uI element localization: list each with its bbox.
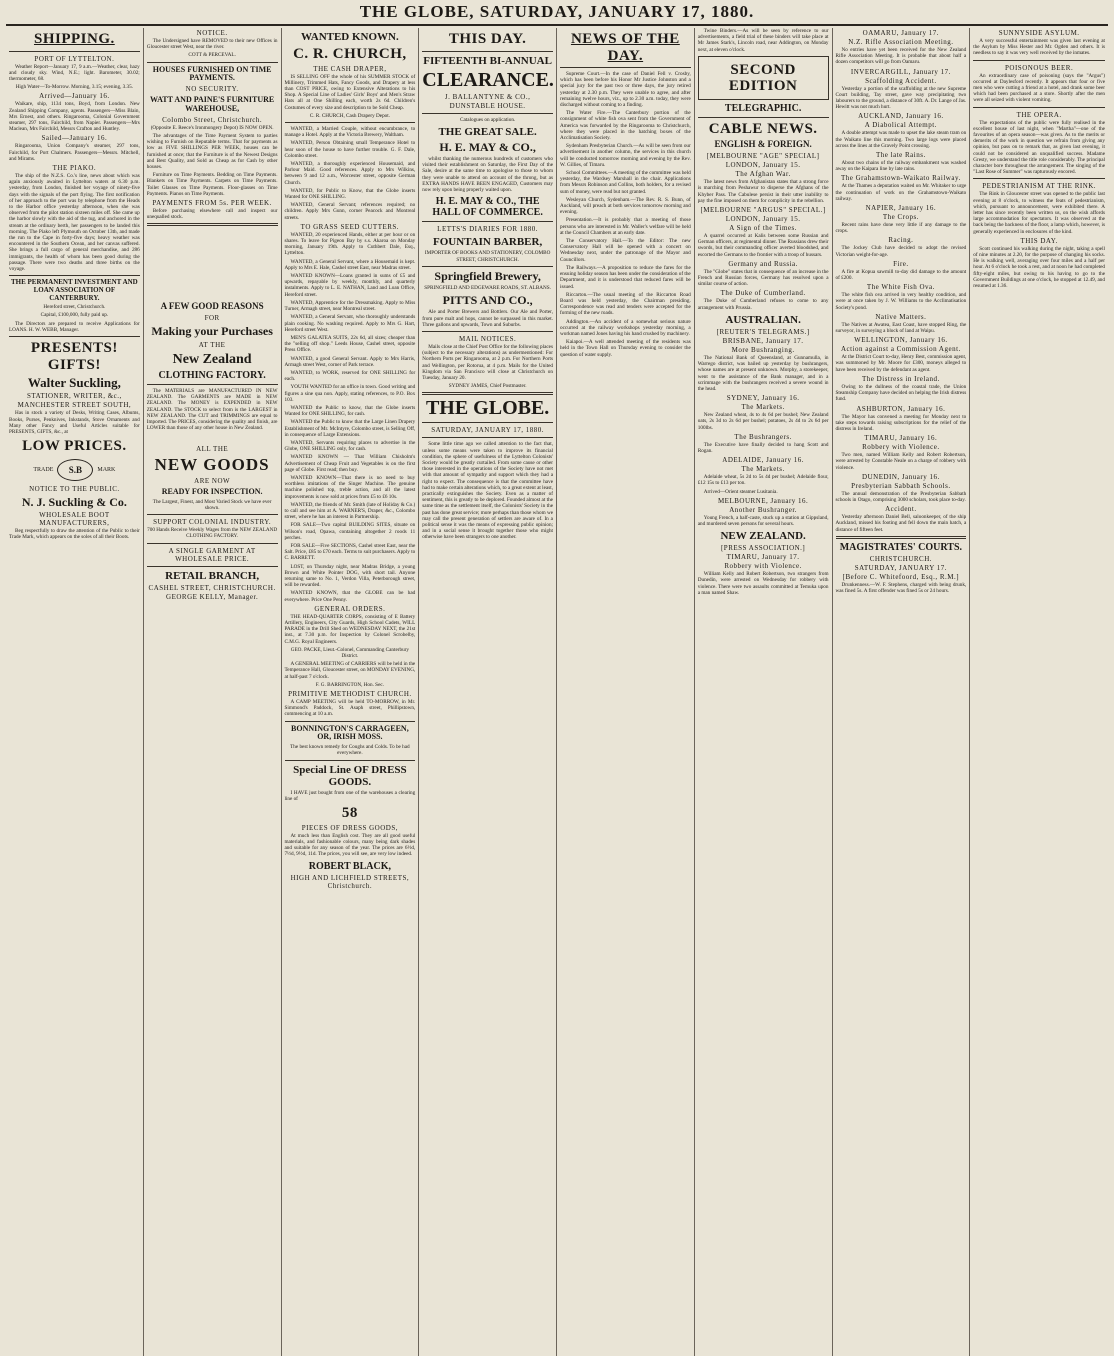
scaffold-heading: Scaffolding Accident.: [865, 76, 937, 85]
retail-manager: GEORGE KELLY, Manager.: [166, 592, 259, 601]
adelaide-text: Adelaide wheat, 5s 2d to 5s 4d per bushel; Adelaide flour, £12 15s to £13 per ton.: [697, 474, 829, 487]
native-text: The Natives at Awatea, East Coast, have stopped Ring, the surveyor, in surveying a block of land at Waipu.: [835, 321, 967, 335]
presents-heading: PRESENTS! GIFTS!: [30, 340, 118, 373]
rink-heading: PEDESTRIANISM AT THE RINK.: [982, 182, 1097, 191]
wanted-ad: WANTED, for Public to Know, that the Globe inserts Wanted for ONE SHILLING.: [284, 187, 416, 201]
sign-heading: A Sign of the Times.: [729, 224, 797, 233]
bank-address: Hereford street, Christchurch.: [43, 304, 106, 311]
reasons-line-2: Making your Purchases: [151, 324, 273, 339]
mag-bench: [Before C. Whitefoord, Esq., R.M.]: [842, 572, 960, 581]
general-orders-text: THE HEAD-QUARTER CORPS, consisting of E Battery Artillery, Engineers, City Guards, High School Cadets, WILL PARADE in the Drill Shed on WEDNESDAY NEXT, the 21st inst., at 7.30 p.m. for Inspection by Colonel Scrobelby, C.M.G. Royal Engineers.: [284, 613, 416, 645]
weather-report: Weather Report—January 17, 9 a.m.—Weather, clear, hazy and cloudy sky. Wind, N.E.; light. Barometer, 30.02; thermometer, 68.: [9, 63, 140, 82]
suckling-text: Has in stock a variety of Desks, Writing Cases, Albums, Books, Purses, Penknives, Inkstands, Stove Ornaments and Many other Fancy and Useful Articles suitable for PRESENTS, GIFTS, &c., at: [9, 410, 140, 435]
distress-heading: The Distress in Ireland.: [862, 374, 940, 383]
action-text: At the District Court to-day, Henry Best, commission agent, was summoned by Mr. Moore for £300, moneys alleged to have been received by the defendant as agent.: [835, 354, 967, 373]
hands-text: 700 Hands Receive Weekly Wages from the NEW ZEALAND CLOTHING FACTORY.: [147, 527, 278, 540]
second-edition-heading: SECOND EDITION: [728, 61, 798, 95]
letts-diaries: LETTS'S DIARIES FOR 1880.: [437, 225, 539, 234]
dateline: ADELAIDE, January 16.: [722, 456, 804, 465]
general-orders-heading: GENERAL ORDERS.: [314, 604, 386, 613]
wanted-ad: WANTED, a General Servant, who thoroughly understands plain cooking. No washing required. Apply to Mrs G. Hart, Hereford street West.: [284, 314, 416, 333]
violence-text: Two men, named William Kelly and Robert Robertson, were arrested by Constable Neale on a charge of robbery with violence.: [835, 452, 967, 471]
action-heading: Action against a Commission Agent.: [840, 345, 961, 354]
divider: [285, 760, 416, 761]
sign-text: A quarrel occurred at Kalis between some Russian and German officers, at regimental dinner. The Russians drew their swords, but their commanding officer averted bloodshed, and escorted the Germans to the frontier with a troop of hussars.: [697, 233, 829, 258]
masthead-title: THE GLOBE, SATURDAY, JANUARY 17, 1880.: [359, 2, 755, 21]
bonnington-heading: BONNINGTON'S CARRAGEEN, OR, IRISH MOSS.: [291, 723, 409, 742]
news-item: Supreme Court.—In the case of Daniel Fell v. Crosby, which has been before his Honor Mr Justice Johnston and a special jury for the past two or three days, the jury retired yesterday at 2.30 p.m. They were unable to agree, and after remaining twelve hours, viz., up to 2.30 a.m. today, they were discharged without coming to a finding.: [560, 71, 691, 109]
clearance-heading: CLEARANCE.: [422, 68, 554, 91]
divider: [285, 122, 416, 123]
pitts-text: Ale and Porter Brewers and Bottlers. Our Ale and Porter, from pure malt and hops, cannot be surpassed in this market. Three gallons and upwards, Town and Suburbs.: [422, 309, 553, 328]
divider: [147, 514, 278, 515]
wanted-ad: WANTED, to WORK, reserved for ONE SHILLING for each.: [284, 369, 416, 383]
dunstable-house: DUNSTABLE HOUSE.: [449, 101, 526, 110]
suckling-address: MANCHESTER STREET SOUTH,: [17, 401, 132, 410]
divider: [698, 117, 829, 118]
bushrangers-text: The Executive have finally decided to hang Scott and Rogan.: [697, 441, 829, 454]
crops-text: Recent rains have done very little if any damage to the crops.: [835, 222, 967, 235]
special-more: At much less than English cost. They are all good useful materials, and fashionable colours, many being dark shades and suitable for any season of the year. The prices are 6½d, 7½d, 9½d, 11d. The prices, you will see, are very low indeed.: [284, 832, 416, 858]
suckling-sub: STATIONER, WRITER, &c.,: [26, 392, 122, 401]
wanted-ad: WANTED, a good General Servant. Apply to Mrs Harris, Armagh street West, corner of Park terrace.: [284, 355, 416, 368]
wanted-ad: WANTED KNOWN—Loans granted in sums of £5 and upwards, repayable by weekly, monthly, and quarterly instalments. Apply to L. E. NATHAN, Land and Loan Office, Hereford street.: [284, 273, 416, 298]
reuter-tag: [MELBOURNE "ARGUS" SPECIAL.]: [700, 206, 826, 215]
are-now: ARE NOW: [194, 477, 231, 486]
pitts-heading: PITTS AND CO.,: [442, 293, 533, 308]
news-item: Wesleyan Church, Sydenham.—The Rev. R. S. Bunn, of Auckland, will preach at both services tomorrow morning and evening.: [560, 196, 691, 216]
scaffold-text: Yesterday a portion of the scaffolding at the new Supreme Court building, Tay street, gave way precipitating two labourers to the ground, a distance of 30ft. A. Dr. Lange of Jas. Hewitt was not much hurt.: [835, 85, 967, 111]
grahamstown-text: At the Thames a deputation waited on Mr. Whitaker to urge the continuation of work on the Grahamstown-Waikato railway.: [835, 183, 967, 202]
dateline: LONDON, January 15.: [725, 215, 801, 224]
rains-text: About two chains of the railway embankment was washed away on the Kaipara line by late rains.: [835, 160, 967, 173]
arrived-text: Arrived—Orient steamer Lusitania.: [703, 488, 778, 495]
rifle-heading: N.Z. Rifle Association Meeting.: [848, 38, 954, 46]
piako-text: The ship of the N.Z.S. Co.'s line, news about which was again anxiously awaited in Lyttelton waters at 6.30 p.m. yesterday, from London, finished her voyage of ninety-five days with the signals of the port flying. The first notification of her approach to the port was by telephone from the Heads to the Harbor office yesterday afternoon, when she was observed from the pilot station sixteen miles off. She came up the harbor slowly with the aid of the tug, and anchored in the stream at the ordinary berth, her passengers to be landed this morning. The Piako left Plymouth on October 13th, and made the run to the Cape in forty-five days; heavy weather was encountered in the Southern Ocean, and her canvas suffered. She brings a full cargo of general merchandise, and 286 immigrants, the health of whom has been good during the passage. There were two deaths and three births on the voyage.: [9, 172, 140, 272]
english-foreign: ENGLISH & FOREIGN.: [714, 139, 812, 150]
divider: [285, 721, 416, 722]
column-7: [833, 28, 971, 1356]
wanted-ad: WANTED, General Servant; references required; no children. Apply Mrs Gunn, corner Peacock and Montreal streets.: [284, 202, 416, 221]
dateline: BRISBANE, January 17.: [722, 336, 804, 345]
payments-line: PAYMENTS FROM 5s. PER WEEK.: [152, 199, 272, 208]
suckling-heading: Walter Suckling,: [27, 375, 121, 391]
divider: [422, 437, 553, 438]
watt-text: The advantages of the Time Payment System to parties wishing to Furnish on Reputable terms. That for payments as low as FIVE SHILLINGS PER WEEK, houses can be furnished at once; that the Furniture is of the Newest Designs and Best Quality, and Sold as Cheap as for Cash by other houses.: [146, 133, 278, 171]
robbery-heading: Robbery with Violence.: [724, 562, 802, 571]
grahamstown-heading: The Grahamstown-Waikato Railway.: [840, 174, 961, 183]
duke-text: The Duke of Cumberland refuses to come to any arrangement with Prussia.: [697, 298, 829, 311]
presbyterian-text: The annual demonstration of the Presbyterian Sabbath schools in Otago, comprising 3000 scholars, took place to-day.: [835, 490, 967, 503]
wanted-ad: WANTED the Public to know, that the Globe inserts Wanted for ONE SHILLING, for cash.: [284, 404, 416, 418]
racing-text: The Jockey Club have decided to adopt the revised Victorian weight-for-age.: [835, 245, 967, 258]
nj-sub: WHOLESALE BOOT MANUFACTURERS,: [39, 510, 110, 527]
robert-black-heading: ROBERT BLACK,: [308, 860, 391, 872]
trade-mark: [9, 459, 140, 481]
afghan-text: The latest news from Afghanistan states that a strong force is marching from Peshawur to disperse the Afghans of the Khyber Pass. The Cabulese persist in their utter inability to pay the fine imposed on them for complicity in the rebellion.: [697, 179, 829, 204]
wanted-ad: WANTED KNOWN, that the GLOBE can be had everywhere. Price One Penny.: [284, 590, 416, 603]
afghan-heading: The Afghan War.: [735, 170, 791, 179]
violence-heading: Robbery with Violence.: [862, 443, 940, 452]
high-water: High Water—To-Morrow. Morning, 3.15; evening, 3.35.: [15, 84, 134, 91]
retail-address: CASHEL STREET, CHRISTCHURCH.: [148, 583, 276, 592]
wanted-ad: WANTED, a General Servant, where a Housemaid is kept. Apply to Mrs E. Hale, Cashel street East, near Madras street.: [284, 258, 416, 271]
mail-signature: SYDNEY JAMES, Chief Postmaster.: [448, 383, 527, 390]
ready-heading: READY FOR INSPECTION.: [161, 487, 263, 497]
another-heading: Another Bushranger.: [729, 505, 798, 514]
bank-heading: THE PERMANENT INVESTMENT AND LOAN ASSOCIATION OF CANTERBURY.: [11, 278, 138, 302]
mail-text: Mails close at the Chief Post Office for the following places (subject to the necessary alterations) as undermentioned: For Northern Ports per Ringarooma, at 2 p.m. For Northern Ports and Wellington, per Rotorua, at 4 p.m. Mails for the United Kingdom via San Francisco will close at Christchurch on Tuesday, January 20.: [422, 343, 553, 381]
globe-date: SATURDAY, JANUARY 17, 1880.: [431, 426, 545, 435]
column-2: [144, 28, 282, 1356]
wanted-ad: WANTED KNOWN—That there is no need to buy worthless imitations of the Singer Machine. The genuine machine polished top, treble action, and all the latest improvements is now sold at prices from £5 to £6 10s.: [284, 474, 416, 500]
magistrates-heading: MAGISTRATES' COURTS.: [839, 541, 962, 553]
column-4: [419, 28, 557, 1356]
new-goods: NEW GOODS: [154, 455, 270, 475]
church-text: IS SELLING OFF the whole of his SUMMER STOCK of Millinery, Trimmed Hats, Fancy Goods, and Drapery at less than COST PRICE, owing to Extensive Alterations to his Shop. A Special Line of Ladies' Girls' Boys' and Men's Straw Hats all at One Shilling each, worth 2s 6d. Children's Costumes of every size and description to be Sold Cheap.: [284, 73, 416, 111]
notice-public: NOTICE TO THE PUBLIC.: [29, 484, 120, 493]
dateline: ASHBURTON, January 16.: [856, 404, 946, 413]
duke-heading: The Duke of Cumberland.: [720, 289, 806, 298]
single-garment: A SINGLE GARMENT AT WHOLESALE PRICE.: [168, 546, 256, 563]
asylum-heading: SUNNYSIDE ASYLUM.: [998, 29, 1080, 37]
opera-heading: THE OPERA.: [1016, 110, 1062, 119]
dateline: MELBOURNE, January 16.: [717, 496, 809, 505]
editorial-text: Some little time ago we called attention to the fact that, unless some means were taken to improve its financial condition, the sphere of usefulness of the Lyttelton Colonists' Society would be greatly curtailed. From some cause or other those interested in the operations of the Society have not met with that amount of sympathy and support which they had a right to expect. The consequence is that the committee have had to make certain alterations which, to a great extent at least, practically extinguishes the Society. Even as a matter of sentiment, this is greatly to be deplored. Founded almost at the same time as the settlement itself, the Colonists' Society in the past has done great service; more perhaps than those whom we may call the present generation of settlers are aware of. In a political sense it was the means of expressing public opinion; and in a social sense it brought together those who might otherwise have been strangers to one another.: [422, 441, 553, 541]
bushrangers-heading: The Bushrangers.: [734, 432, 792, 441]
mail-heading: MAIL NOTICES.: [459, 334, 517, 343]
dateline: NAPIER, January 16.: [865, 204, 937, 213]
primitive-heading: PRIMITIVE METHODIST CHURCH.: [288, 690, 412, 699]
bonnington-text: The best known remedy for Coughs and Colds. To be had everywhere.: [290, 744, 410, 757]
church-sub: THE CASH DRAPER,: [313, 64, 387, 73]
wanted-ad: WANTED, Servants requiring places to advertise in the Globe, ONE SHILLING only, for cash.: [284, 439, 416, 453]
divider: [147, 62, 278, 63]
divider: [422, 221, 553, 222]
reasons-at: AT THE: [198, 340, 226, 349]
reuter-tag: [MELBOURNE "AGE" SPECIAL]: [706, 152, 820, 161]
special-heading: Special Line OF DRESS GOODS.: [293, 763, 407, 788]
divider: [147, 384, 278, 385]
ashburton-text: The Mayor has convened a meeting for Monday next to take steps towards raising subscriptions for the relief of the distress in Ireland.: [835, 413, 967, 432]
low-prices: LOW PRICES.: [22, 438, 127, 455]
wanted-ad: WANTED, the friends of Mr. Smith (late of Holiday & Co.) to call and see him at A. WARNER'S, Draper, &c., Colombo street, where he has an interest in Partnership.: [284, 501, 416, 521]
another-text: Young French, a half-caste, stuck up a station at Gippsland, and murdered seven persons for several hours.: [697, 514, 829, 527]
grass-text: WANTED, 20 experienced Hands, either at per hour or on shares. To leave for Pigeon Bay by s.s. Akaroa on Monday morning, January 19th. Apply to Cuthbert Dale, Esq., Lyttelton.: [284, 231, 416, 257]
native-heading: Native Matters.: [875, 312, 927, 321]
nj-text: Beg respectfully to draw the attention of the Public to their Trade Mark, which appears on the soles of all their Boots.: [9, 527, 140, 541]
accident-text: Yesterday afternoon Daniel Bell, saloonkeeper, of the ship Auckland, missed his footing and fell down the main hatch, a distance of fifteen feet.: [835, 514, 967, 533]
dateline: DUNEDIN, January 16.: [862, 472, 940, 481]
rains-heading: The late Rains.: [876, 151, 926, 160]
special-pieces: PIECES OF DRESS GOODS,: [301, 823, 398, 832]
crops-heading: The Crops.: [882, 213, 919, 222]
fifteenth-heading: FIFTEENTH BI-ANNUAL: [423, 54, 552, 67]
galatea-ad: MEN'S GALATEA SUITS, 22s 6d, all sizes; cheaper than the "selling off shop." Leeds House, Cashel street, opposite Press Office.: [284, 334, 416, 354]
diabolical-heading: A Diabolical Attempt.: [864, 121, 937, 130]
wanted-known-heading: WANTED KNOWN.: [300, 31, 399, 43]
mag-date: SATURDAY, JANUARY 17.: [854, 563, 948, 572]
catalogues-note: Catalogues on application.: [460, 116, 516, 123]
church-signature: C. R. CHURCH, Cash Drapery Depot.: [309, 112, 390, 119]
reasons-line-4: CLOTHING FACTORY.: [158, 369, 266, 381]
column-1: [6, 28, 144, 1356]
retail-heading: RETAIL BRANCH,: [165, 569, 260, 582]
germany-heading: Germany and Russia.: [728, 259, 798, 268]
bank-text: The Directors are prepared to receive Applications for LOANS. H. W. WEBB, Manager.: [9, 320, 140, 333]
germany-text: The "Globe" states that in consequence of an increase in the French and Russian forces, Germany has resolved upon a similar course of action.: [697, 268, 829, 288]
asylum-text: A very successful entertainment was given last evening at the Asylum by Miss Hester and Mr. Ogden and others. It is needless to say it was very well received by the inmates.: [973, 38, 1105, 57]
divider: [973, 178, 1105, 179]
arrived-text: Waikare, ship, 1134 tons, Boyd, from London. New Zealand Shipping Company, agents. Passengers—Miss Blain, Mrs Ernest, and others. Ringarooma, Colonial Government steamer, 297 tons, Fairchild, from Napier. Passengers—Mrs Maclean, Mrs Fairchild, Messrs Crafton and Huntley.: [9, 101, 140, 133]
globe-heading: THE GLOBE.: [425, 397, 550, 420]
arrived-heading: Arrived—January 16.: [39, 92, 110, 101]
piako-heading: THE PIAKO.: [52, 163, 97, 172]
cable-news-heading: CABLE NEWS.: [708, 120, 818, 137]
columns: [6, 28, 1108, 1356]
news-heading: NEWS OF THE DAY.: [570, 31, 680, 64]
news-item: Kaiapoi.—A well attended meeting of the residents was held in the Town Hall on Thursday evening to consider the question of water supply.: [560, 339, 691, 358]
column-5: [557, 28, 695, 1356]
divider: [973, 107, 1105, 108]
mark-label: MARK: [97, 466, 116, 473]
carriers-notice: A GENERAL MEETING of CARRIERS will be held in the Temperance Hall, Gloucester street, on MONDAY EVENING, at half-past 7 o'clock.: [284, 661, 416, 680]
column-3: [282, 28, 420, 1356]
divider: [9, 275, 140, 276]
divider: [9, 51, 140, 52]
camp-meeting: A CAMP MEETING will be held TO-MORROW, in Mr. Simmond's Paddock, St. Asaph street, Phillipstown, commencing at 10 a.m.: [284, 699, 416, 718]
ready-text: The Largest, Finest, and Most Varied Stock we have ever shown.: [152, 498, 272, 512]
bushranging-text: The National Bank of Queensland, at Gunnamulla, in Warrego district, was bailed up yesterday by bushrangers, whose names are at present unknown. Morphy, a storekeeper, went to the assistance of the Bank manager, and in a scrimmage with the bushrangers received a severe wound in the head.: [697, 354, 829, 392]
divider: [836, 536, 967, 539]
special-text: I HAVE just bought from one of the warehouses a clearing line of: [284, 789, 416, 803]
column-6: [695, 28, 833, 1356]
nj-heading: N. J. Suckling & Co.: [21, 494, 127, 509]
divider: [560, 67, 691, 68]
divider: [147, 543, 278, 544]
dateline: TIMARU, January 16.: [864, 434, 938, 443]
houses-heading: HOUSES FURNISHED ON TIME PAYMENTS.: [152, 64, 272, 83]
bushranging-heading: More Bushranging.: [731, 345, 795, 354]
reasons-for: FOR: [204, 314, 220, 323]
markets-heading: The Markets.: [741, 403, 785, 412]
white-fish-heading: The White Fish Ova.: [866, 283, 935, 292]
may-heading: H. E. MAY & CO.,: [439, 139, 536, 154]
no-security: NO SECURITY.: [185, 85, 239, 94]
mag-text: Drunkenness.—W. F. Stephens, charged with being drunk, was fined 5s. A first offender was fined 5s or 24 hours.: [835, 581, 967, 594]
divider: [147, 223, 278, 226]
column-8: [970, 28, 1108, 1356]
racing-heading: Racing.: [888, 236, 914, 245]
reasons-line-3: New Zealand: [172, 351, 252, 367]
new-zealand-heading: NEW ZEALAND.: [720, 530, 806, 543]
divider: [422, 266, 553, 267]
sailed-heading: Sailed—January 16.: [41, 134, 108, 143]
springfield-text: SPRINGFIELD AND EDGEWARE ROADS, ST. ALBANS.: [424, 284, 551, 291]
wanted-ad: WANTED the Public to know that the Large Linen Drapery Establishment of Mr. McIntyre, Colombo street, is Selling Off, in consequence of Large Extensions.: [284, 419, 416, 438]
watt-items: Furniture on Time Payments. Bedding on Time Payments. Blankets on Time Payments. Carpets on Time Payments. Toilet Glasses on Time Payments. Floor-glasses on Time Payments. Pianos on Time Payments.: [146, 172, 278, 197]
robert-black-address: HIGH AND LICHFIELD STREETS, Christchurch.: [290, 873, 410, 890]
press-tag: [PRESS ASSOCIATION.]: [720, 544, 806, 553]
support-heading: SUPPORT COLONIAL INDUSTRY.: [153, 518, 272, 527]
news-item: Addington.—An accident of a somewhat serious nature occurred at the railway workshops yesterday morning, a workman named Jones having his hand crushed by machinery.: [560, 318, 691, 337]
divider: [973, 60, 1105, 61]
wanted-ad: YOUTH WANTED for an office in town. Good writing and figures a sine qua non. Apply, stating references, to P.O. Box 103.: [284, 384, 416, 403]
diabolical-text: A double attempt was made to upset the lake steam tram on the Waikato line this morning. Two large logs were placed across the lines at the Gravely Point crossing.: [835, 130, 967, 149]
dateline: WELLINGTON, January 16.: [854, 336, 948, 345]
carriers-signature: F. G. BARRINGTON, Hon. Sec.: [315, 681, 384, 688]
presbyterian-heading: Presbyterian Sabbath Schools.: [851, 481, 951, 490]
wanted-ad: FOR SALE—Five SECTIONS, Cashel street East, near the Salt. Price, £85 to £70 each. Terms to suit purchasers. Apply to C. BARRETT.: [284, 543, 416, 562]
rink-text: The Rink in Gloucester street was opened to the public last evening at 8 o'clock, to witness the feats of pedestrianism, which, pursuant to announcement, were exhibited there. A letter has since recently been written us, on the wish affords large accommodation for spectators. It was observed at the back being the backness of the floor, a lamp which, however, is generally experienced in enclosures of the kind.: [973, 191, 1105, 235]
grass-heading: TO GRASS SEED CUTTERS.: [300, 222, 400, 231]
wanted-ad: LOST, on Thursday night, near Madras Bridge, a young Brown and White Pointer DOG, with short tail. Anyone returning same to No. 1, Verdon Villa, Peterborough street, will be rewarded.: [284, 563, 416, 589]
dateline: OAMARU, January 17.: [862, 29, 940, 37]
springfield-heading: Springfield Brewery,: [434, 268, 541, 283]
twine-binders: Twine Binders.—As will be seen by reference to our advertisements, a field trial of these binders will take place at Mr James Stark's, Lincoln road, near Addington, on Monday next, at eleven o'clock.: [697, 28, 829, 53]
masthead: [6, 0, 1108, 26]
news-item: Sydenham Presbyterian Church.—As will be seen from our advertisement in another column, the services in this church will be conducted tomorrow morning and evening by the Rev. W. Gillies, of Timaru.: [560, 143, 691, 168]
dateline: INVERCARGILL, January 17.: [850, 67, 951, 76]
news-item: Presentation.—It is probably that a meeting of those persons who are interested in Mr. Waller's welfare will be held at the Council Chambers at an early date.: [560, 217, 691, 236]
white-fish-text: The white fish ova arrived in very healthy condition, and were at once taken by J. W. Williams to the Acclimatisation Society's pond.: [835, 292, 967, 311]
trade-label: TRADE: [33, 466, 54, 473]
all-the: ALL THE: [196, 445, 229, 454]
watt-address: Colombo Street, Christchurch.: [162, 115, 263, 124]
notice-heading: NOTICE.: [196, 29, 228, 37]
news-item: Riccarton.—The usual meeting of the Riccarton Road Board was held yesterday, the Chairman presiding. Correspondence was read and tenders were accepted for the forming of the new roads.: [560, 291, 691, 317]
divider: [422, 113, 553, 114]
ballantyne-name: J. BALLANTYNE & CO.,: [444, 92, 531, 101]
divider: [422, 51, 553, 52]
this-day-text: Scott continued his walking during the night, taking a spell of nine minutes at 2.20, for the purpose of changing his socks. He is walking well, averaging over four miles and a half per hour. At 6 o'clock he took a rest, and at noon he had completed fifty-eight miles, but owing to his having to go to the Government Buildings at one o'clock, he stopped at 12.49, and resumed at 1.36.: [973, 245, 1105, 290]
barber-heading: FOUNTAIN BARBER,: [433, 236, 543, 249]
fire-text: A fire at Kopua sawmill to-day did damage to the amount of £200.: [835, 268, 967, 282]
divider: [422, 392, 553, 395]
wanted-ad: WANTED, a thoroughly experienced Housemaid, and Parlour Maid. Good references. Apply to Mrs Wilkins, between 9 and 12 a.m., Worcester street, opposite German Church.: [284, 161, 416, 186]
dateline: TIMARU, January 17.: [726, 553, 800, 562]
poisonous-heading: POISONOUS BEER.: [1005, 63, 1074, 72]
reasons-text: The MATERIALS are MANUFACTURED IN NEW ZEALAND. The GARMENTS are MADE in NEW ZEALAND. The MONEY is EXPENDED in NEW ZEALAND. The STOCK to select from is the LARGEST in NEW ZEALAND. The CUT and TRIMMINGS are equal to Imported. The PRICES, considering the quality and finish, are LOWER than those of any other house in New Zealand.: [146, 387, 278, 432]
news-item: The Railways.—A proposition to reduce the fares for the ensuing holiday season has been under the consideration of the Department, and it is understood that reduced fares will be issued.: [560, 264, 691, 290]
reasons-line-1: A FEW GOOD REASONS: [160, 301, 264, 312]
reuter-tag: [REUTER'S TELEGRAMS.]: [716, 327, 810, 336]
news-item: The Conservatory Hall.—To the Editor: The new Conservatory Hall will be opened with a concert on Wednesday next, under the patronage of the Mayor and Councillors.: [560, 238, 691, 263]
divider: [422, 331, 553, 332]
poisonous-text: An extraordinary case of poisoning (says the "Argus") occurred at Daylesford recently. It appears that four or five men who were cutting a friend at a hotel, and drank some beer which had been purchased at a store. Shortly after the men were all seized with violent vomiting.: [973, 72, 1105, 104]
dateline: SYDNEY, January 16.: [726, 394, 800, 403]
rifle-text: No entries have yet been received for the New Zealand Rifle Association Meeting. It is probable that about half a dozen competitors will go from Oamaru.: [835, 47, 967, 66]
dateline: LONDON, January 15.: [725, 161, 801, 170]
sailed-text: Ringarooma, Union Company's steamer, 297 tons, Fairchild, for Port Chalmers. Passengers—Messrs. Mitchell, and Mirams.: [9, 143, 140, 162]
mag-place: CHRISTCHURCH.: [869, 554, 933, 563]
adelaide-markets-heading: The Markets.: [741, 465, 785, 474]
wanted-ad: FOR SALE—Two capital BUILDING SITES, situate on Wilson's road, Opawa, containing altogether 2 roods 11 perches.: [284, 522, 416, 541]
notice-signature: COTT & PERCEVAL.: [188, 52, 236, 59]
watt-note: (Opposite E. Reece's Ironmongery Depot) IS NOW OPEN.: [150, 124, 274, 131]
dateline: AUCKLAND, January 16.: [858, 112, 944, 121]
church-heading: C. R. CHURCH,: [293, 46, 407, 63]
sb-logo-icon: S.B: [57, 459, 93, 481]
divider: [9, 336, 140, 337]
payments-note: Before purchasing elsewhere call and inspect our unequalled stock.: [146, 208, 278, 221]
shipping-heading: SHIPPING.: [33, 31, 115, 47]
bank-capital: Capital, £100,000, fully paid up.: [40, 312, 109, 319]
wanted-ad: WANTED, Apprentice for the Dressmaking. Apply to Miss Turner, Armagh street, near Montreal street.: [284, 299, 416, 313]
news-item: The Water Fire.—The Canterbury portion of the consignment of white fish ova sent from the Government of America was forwarded by the Ringarooma to Christchurch, where they were placed in the hatching boxes of the Acclimatisation Society.: [560, 110, 691, 142]
distress-text: Owing to the dullness of the coastal trade, the Union Steamship Company have decided on helping the Irish distress fund.: [835, 383, 967, 403]
barber-text: IMPORTER OF BOOKS AND STATIONERY, COLOMBO STREET, CHRISTCHURCH.: [424, 250, 551, 263]
port-heading: PORT OF LYTTELTON.: [34, 54, 115, 63]
australian-heading: AUSTRALIAN.: [725, 313, 801, 326]
spacer: [147, 229, 278, 299]
second-edition-box: [698, 56, 829, 100]
fire-heading: Fire.: [893, 259, 909, 268]
news-item: School Committees.—A meeting of the committee was held yesterday, the Wardsey Marshall in the chair. Applications from Messrs Robinson and Collins, both holders, for a revised sum of money, were read but not granted.: [560, 170, 691, 195]
this-day-heading: THIS DAY.: [448, 31, 527, 47]
markets-text: New Zealand wheat, 4s to 4s 6d per bushel; New Zealand oats, 2s 3d to 2s 6d per bushel; potatoes, 2s 4d to 2s 6d per 100lbs.: [697, 412, 829, 431]
wanted-ad: WANTED KNOWN — That William Chisholm's Advertisement of Cheap Fruit and Vegetables is on the first page of Globe. First read; then buy.: [284, 454, 416, 473]
accident-heading: Accident.: [885, 505, 917, 514]
opera-text: The expectations of the public were fully realised in the excellent house of last night, when "Martha"—one of the favourites of an opera season—was given. As to the merits or demerits of the work in question we refrain from giving any opinion, but pass on to remark that, as given last evening, it could not be considered an unqualified success. Madame Gresty, we understand the title role considerably. The principal character bore throughout the arrangement. The singing of the "Last Rose of Summer" was rapturously encored.: [973, 119, 1105, 176]
special-number: 58: [341, 805, 358, 822]
notice-text: The Undersigned have REMOVED to their new Offices in Gloucester street West, near the river.: [146, 38, 278, 51]
telegraphic-heading: TELEGRAPHIC.: [724, 102, 802, 114]
general-orders-signature: GEO. PACKE, Lieut.-Colonel, Commanding Canterbury District.: [290, 646, 409, 660]
may-text: whilst thanking the numerous hundreds of customers who visited their establishment on Saturday, the First Day of the Sale, desire at the same time to apologise to those to whom they were unable to attend on account of the throng, but as EXTRA HANDS HAVE BEEN ENGAGED, Customers may now rely upon being properly waited upon.: [422, 156, 553, 194]
divider: [147, 566, 278, 567]
great-sale-heading: THE GREAT SALE.: [438, 125, 537, 138]
watt-heading: WATT AND PAINE'S FURNITURE WAREHOUSE,: [150, 95, 275, 113]
wanted-ad: WANTED, a Married Couple, without encumbrance, to manage a Hotel. Apply at the Victoria Brewery, Waltham.: [284, 126, 416, 139]
divider: [422, 422, 553, 423]
wanted-ad: WANTED, Person Obtaining small Temperance Hotel to hear soon of the house to have further trouble. G. F. Dale, Colombo street.: [284, 140, 416, 159]
this-day-heading: THIS DAY.: [1020, 236, 1058, 245]
may-signature: H. E. MAY & CO., THE HALL OF COMMERCE.: [432, 196, 543, 219]
robbery-text: William Kelly and Robert Robertson, two strangers from Dunedin, were arrested on Wednesday for robbery with violence. There were two assaults committed at Temuka upon a man named Shaw.: [697, 571, 829, 596]
